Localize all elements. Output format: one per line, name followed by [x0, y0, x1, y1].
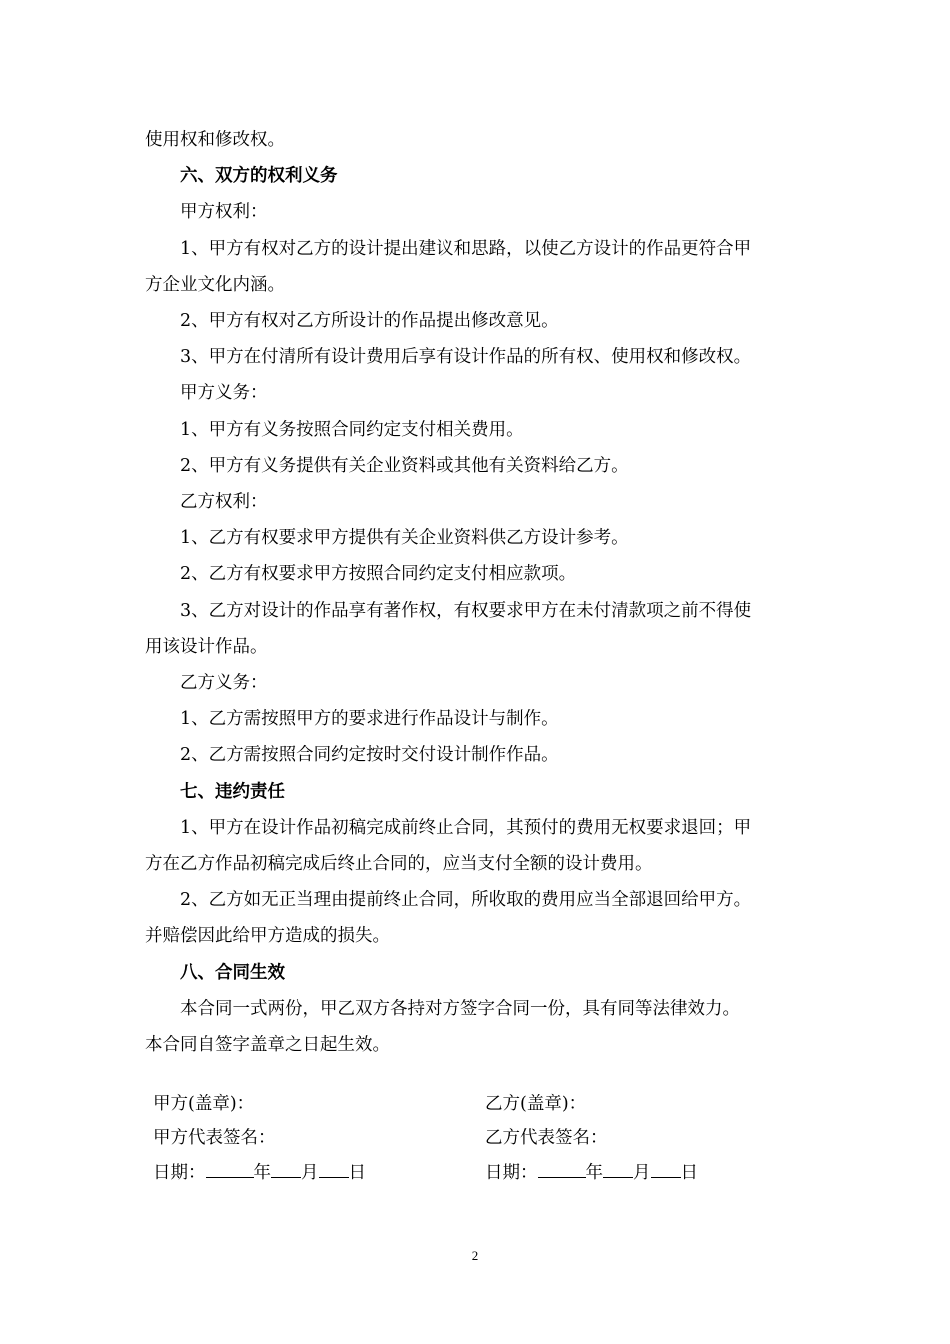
year-label: 年: [253, 1163, 271, 1183]
section-heading: 六、双方的权利义务: [180, 166, 338, 186]
paragraph-line: 1、甲方有权对乙方的设计提出建议和思路，以使乙方设计的作品更符合甲: [180, 239, 752, 259]
paragraph-line: 2、乙方需按照合同约定按时交付设计制作作品。: [180, 745, 559, 765]
paragraph-line: 用该设计作品。: [145, 637, 268, 657]
party-b-seal: 乙方(盖章)：: [485, 1094, 587, 1114]
section-heading: 八、合同生效: [180, 963, 285, 983]
paragraph-line: 2、乙方有权要求甲方按照合同约定支付相应款项。: [180, 564, 577, 584]
day-label: 日: [348, 1163, 366, 1183]
date-label: 日期：: [153, 1163, 206, 1183]
paragraph-line: 方在乙方作品初稿完成后终止合同的，应当支付全额的设计费用。: [145, 854, 653, 874]
section-heading: 七、违约责任: [180, 782, 285, 802]
day-blank: [651, 1160, 681, 1178]
paragraph-line: 本合同自签字盖章之日起生效。: [145, 1035, 390, 1055]
party-a-date: [153, 1160, 366, 1185]
paragraph-line: 3、乙方对设计的作品享有著作权，有权要求甲方在未付清款项之前不得使: [180, 601, 752, 621]
year-label: 年: [585, 1163, 603, 1183]
party-b-rep-signature: 乙方代表签名：: [485, 1128, 608, 1148]
paragraph-line: 1、乙方有权要求甲方提供有关企业资料供乙方设计参考。: [180, 528, 629, 548]
month-label: 月: [633, 1163, 651, 1183]
paragraph-line: 甲方义务：: [180, 383, 268, 403]
paragraph-line: 乙方权利：: [180, 492, 268, 512]
year-blank: [206, 1160, 254, 1178]
month-label: 月: [301, 1163, 319, 1183]
year-blank: [538, 1160, 586, 1178]
paragraph-line: 并赔偿因此给甲方造成的损失。: [145, 926, 390, 946]
paragraph-line: 2、甲方有权对乙方所设计的作品提出修改意见。: [180, 311, 559, 331]
paragraph-line: 使用权和修改权。: [145, 130, 285, 150]
paragraph-line: 1、甲方在设计作品初稿完成前终止合同，其预付的费用无权要求退回；甲: [180, 818, 752, 838]
paragraph-line: 2、甲方有义务提供有关企业资料或其他有关资料给乙方。: [180, 456, 629, 476]
paragraph-line: 3、甲方在付清所有设计费用后享有设计作品的所有权、使用权和修改权。: [180, 347, 752, 367]
party-a-rep-signature: 甲方代表签名：: [153, 1128, 276, 1148]
date-label: 日期：: [485, 1163, 538, 1183]
paragraph-line: 甲方权利：: [180, 202, 268, 222]
page-number: 2: [471, 1248, 479, 1263]
day-blank: [319, 1160, 349, 1178]
paragraph-line: 乙方义务：: [180, 673, 268, 693]
month-blank: [603, 1160, 633, 1178]
party-a-seal: 甲方(盖章)：: [153, 1094, 255, 1114]
paragraph-line: 1、甲方有义务按照合同约定支付相关费用。: [180, 420, 524, 440]
paragraph-line: 1、乙方需按照甲方的要求进行作品设计与制作。: [180, 709, 559, 729]
paragraph-line: 2、乙方如无正当理由提前终止合同，所收取的费用应当全部退回给甲方。: [180, 890, 752, 910]
month-blank: [271, 1160, 301, 1178]
paragraph-line: 方企业文化内涵。: [145, 275, 285, 295]
day-label: 日: [680, 1163, 698, 1183]
paragraph-line: 本合同一式两份，甲乙双方各持对方签字合同一份，具有同等法律效力。: [180, 999, 740, 1019]
party-b-date: [485, 1160, 698, 1185]
